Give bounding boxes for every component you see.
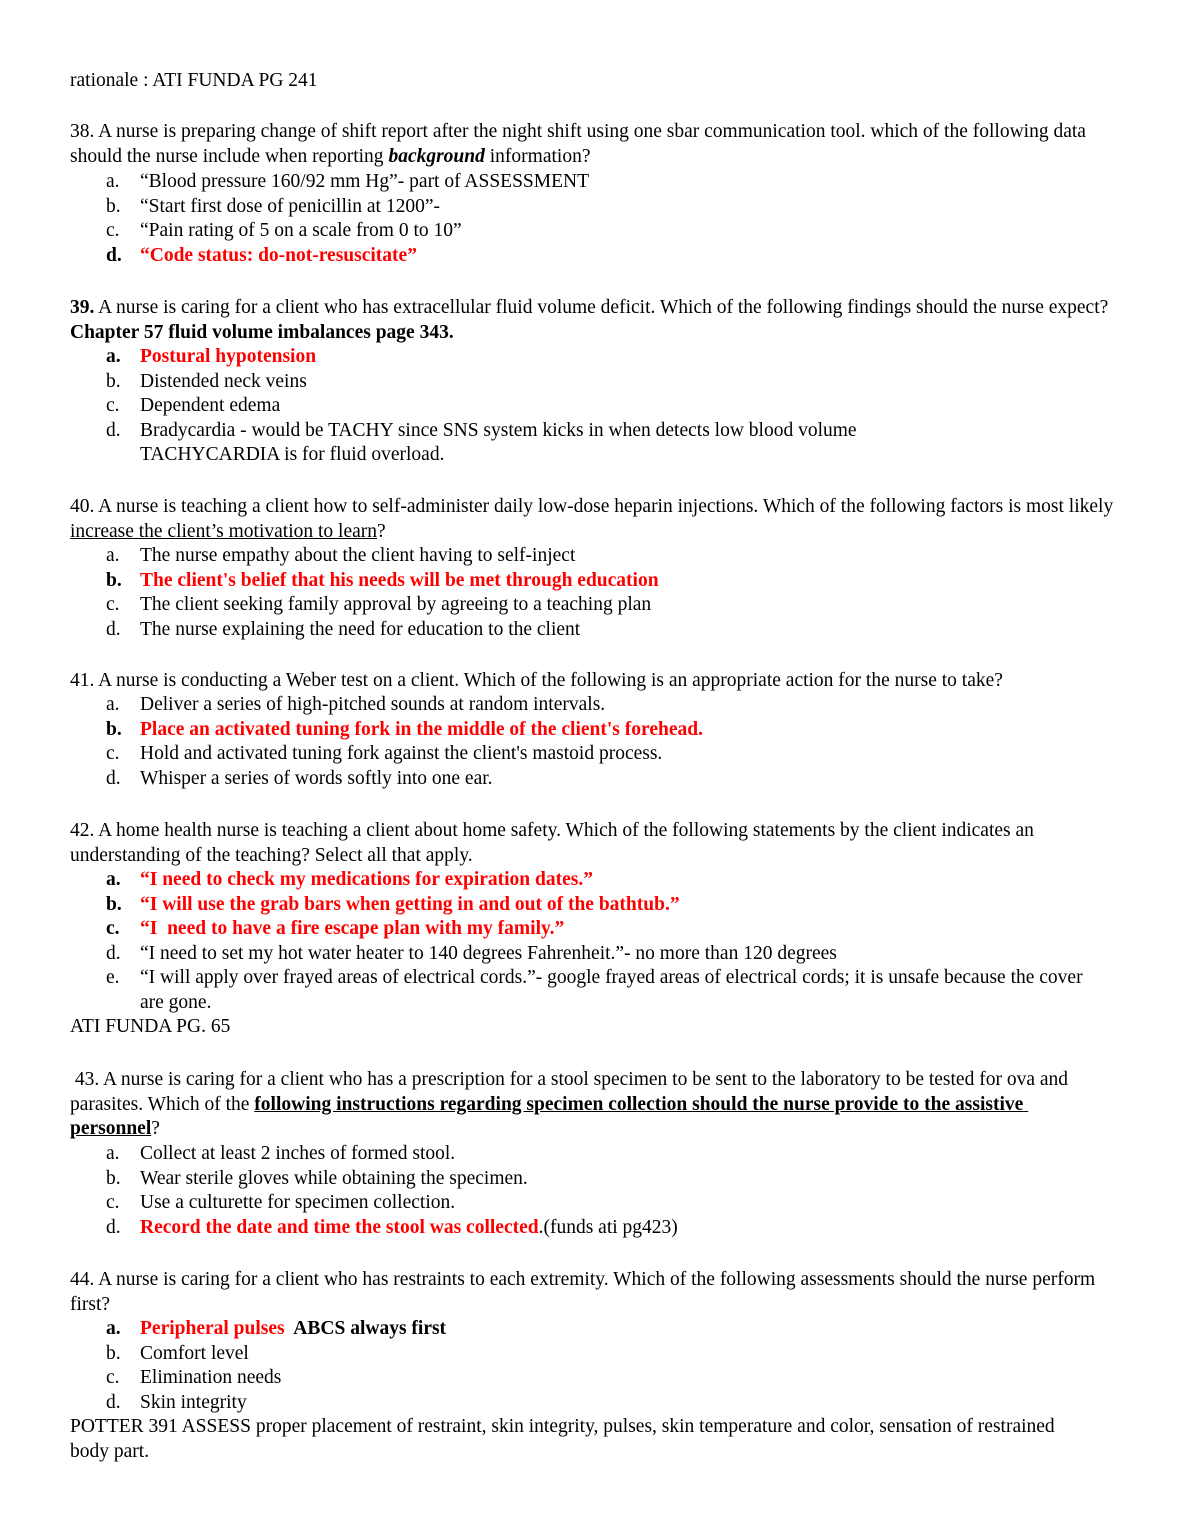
- q44-options: [0, 1317, 1190, 1415]
- q40-option-d: d. The nurse explaining the need for education to the client: [106, 618, 581, 640]
- q40-stem: 40. A nurse is teaching a client how to self-administer daily low-dose heparin injections. Which of the following factors is most likely increase the client’s motivation to learn?: [70, 496, 1114, 542]
- q40-option-a: a. The nurse empathy about the client having to self-inject: [106, 545, 576, 566]
- q44-option-c: c. Elimination needs: [106, 1367, 282, 1389]
- rationale-top: rationale : ATI FUNDA PG 241: [70, 70, 318, 91]
- q43-options: [0, 1142, 1190, 1240]
- q39-reference: Chapter 57 fluid volume imbalances page 343.: [70, 321, 454, 343]
- q43-option-b: b. Wear sterile gloves while obtaining the specimen.: [106, 1167, 528, 1189]
- q42-option-b-answer: b. “I will use the grab bars when getting in and out of the bathtub.”: [106, 893, 680, 915]
- q44-option-a-note: ABCS always first: [284, 1318, 447, 1339]
- q44-stem: 44. A nurse is caring for a client who has restraints to each extremity. Which of the following assessments should the nurse perform first?: [70, 1269, 1096, 1315]
- q42-option-a-answer: a. “I need to check my medications for expiration dates.”: [106, 869, 593, 890]
- q41-option-b-answer: b. Place an activated tuning fork in the middle of the client's forehead.: [106, 718, 703, 740]
- q44-option-d: d. Skin integrity: [106, 1391, 247, 1413]
- q38-stem-emphasis: background: [388, 145, 485, 167]
- q42-option-e: e. “I will apply over frayed areas of electrical cords.”- google frayed areas of electrical cords; it is unsafe because the cover are gone.: [106, 967, 1083, 1013]
- q43-option-a: a. Collect at least 2 inches of formed stool.: [106, 1143, 456, 1164]
- q39-stem: 39. A nurse is caring for a client who has extracellular fluid volume deficit. Which of the following findings should the nurse expect? Chapter 57 fluid volume imbalances page 343.: [70, 297, 1109, 343]
- q38-options: [0, 170, 1190, 268]
- q41-option-c: c. Hold and activated tuning fork against the client's mastoid process.: [106, 743, 663, 765]
- q41-option-a: a. Deliver a series of high-pitched sounds at random intervals.: [106, 694, 606, 715]
- q39-option-a-answer: a. Postural hypotension: [106, 346, 317, 367]
- q40-stem-underlined: increase the client’s motivation to learn: [70, 520, 378, 542]
- q42-rationale: ATI FUNDA PG. 65: [70, 1016, 231, 1037]
- q38-option-d-answer: d. “Code status: do-not-resuscitate”: [106, 244, 417, 266]
- q39-option-c: c. Dependent edema: [106, 395, 281, 417]
- q41-option-d: d. Whisper a series of words softly into one ear.: [106, 767, 493, 789]
- q42-options: [0, 868, 1190, 1016]
- q40-option-b-answer: b. The client's belief that his needs will be met through education: [106, 569, 659, 591]
- q42-option-c-answer: c. “I need to have a fire escape plan with my family.”: [106, 918, 565, 940]
- q39-options: [0, 345, 1190, 468]
- q42-stem: 42. A home health nurse is teaching a client about home safety. Which of the following statements by the client indicates an understanding of the teaching? Select all that apply.: [70, 820, 1034, 866]
- q44-option-b: b. Comfort level: [106, 1342, 249, 1364]
- q39-option-d: d. Bradycardia - would be TACHY since SNS system kicks in when detects low blood volume TACHYCARDIA is for fluid overload.: [106, 419, 857, 466]
- q43-option-d-note: .(funds ati pg423): [538, 1216, 678, 1238]
- q42-option-d: d. “I need to set my hot water heater to 140 degrees Fahrenheit.”- no more than 120 degrees: [106, 942, 837, 964]
- q38-option-b: b. “Start first dose of penicillin at 1200”-: [106, 195, 441, 217]
- q43-option-d-answer: d. Record the date and time the stool was collected.(funds ati pg423): [106, 1216, 678, 1238]
- q44-rationale: POTTER 391 ASSESS proper placement of restraint, skin integrity, pulses, skin temperature and color, sensation of restrained body part.: [70, 1416, 1055, 1462]
- q38-option-a: a. “Blood pressure 160/92 mm Hg”- part of ASSESSMENT: [106, 171, 590, 192]
- q44-option-a-answer: a. Peripheral pulses ABCS always first: [106, 1318, 447, 1339]
- q43-option-c: c. Use a culturette for specimen collection.: [106, 1192, 456, 1214]
- q39-option-b: b. Distended neck veins: [106, 370, 307, 392]
- q43-stem: 43. A nurse is caring for a client who has a prescription for a stool specimen to be sent to the laboratory to be tested for ova and parasites. Which of the following instructions regarding specimen collection should the nurse provide to the assistive personnel?: [70, 1069, 1073, 1140]
- q38-option-c: c. “Pain rating of 5 on a scale from 0 to 10”: [106, 220, 462, 242]
- q41-options: [0, 693, 1190, 791]
- q40-options: [0, 544, 1190, 642]
- q40-option-c: c. The client seeking family approval by agreeing to a teaching plan: [106, 594, 652, 616]
- q38-stem: 38. A nurse is preparing change of shift report after the night shift using one sbar communication tool. which of the following data should the nurse include when reporting background information?: [70, 121, 1086, 167]
- q41-stem: 41. A nurse is conducting a Weber test on a client. Which of the following is an appropriate action for the nurse to take?: [70, 670, 1003, 691]
- q43-stem-emphasis: following instructions regarding specimen collection should the nurse provide to the assistive personnel: [70, 1093, 1029, 1140]
